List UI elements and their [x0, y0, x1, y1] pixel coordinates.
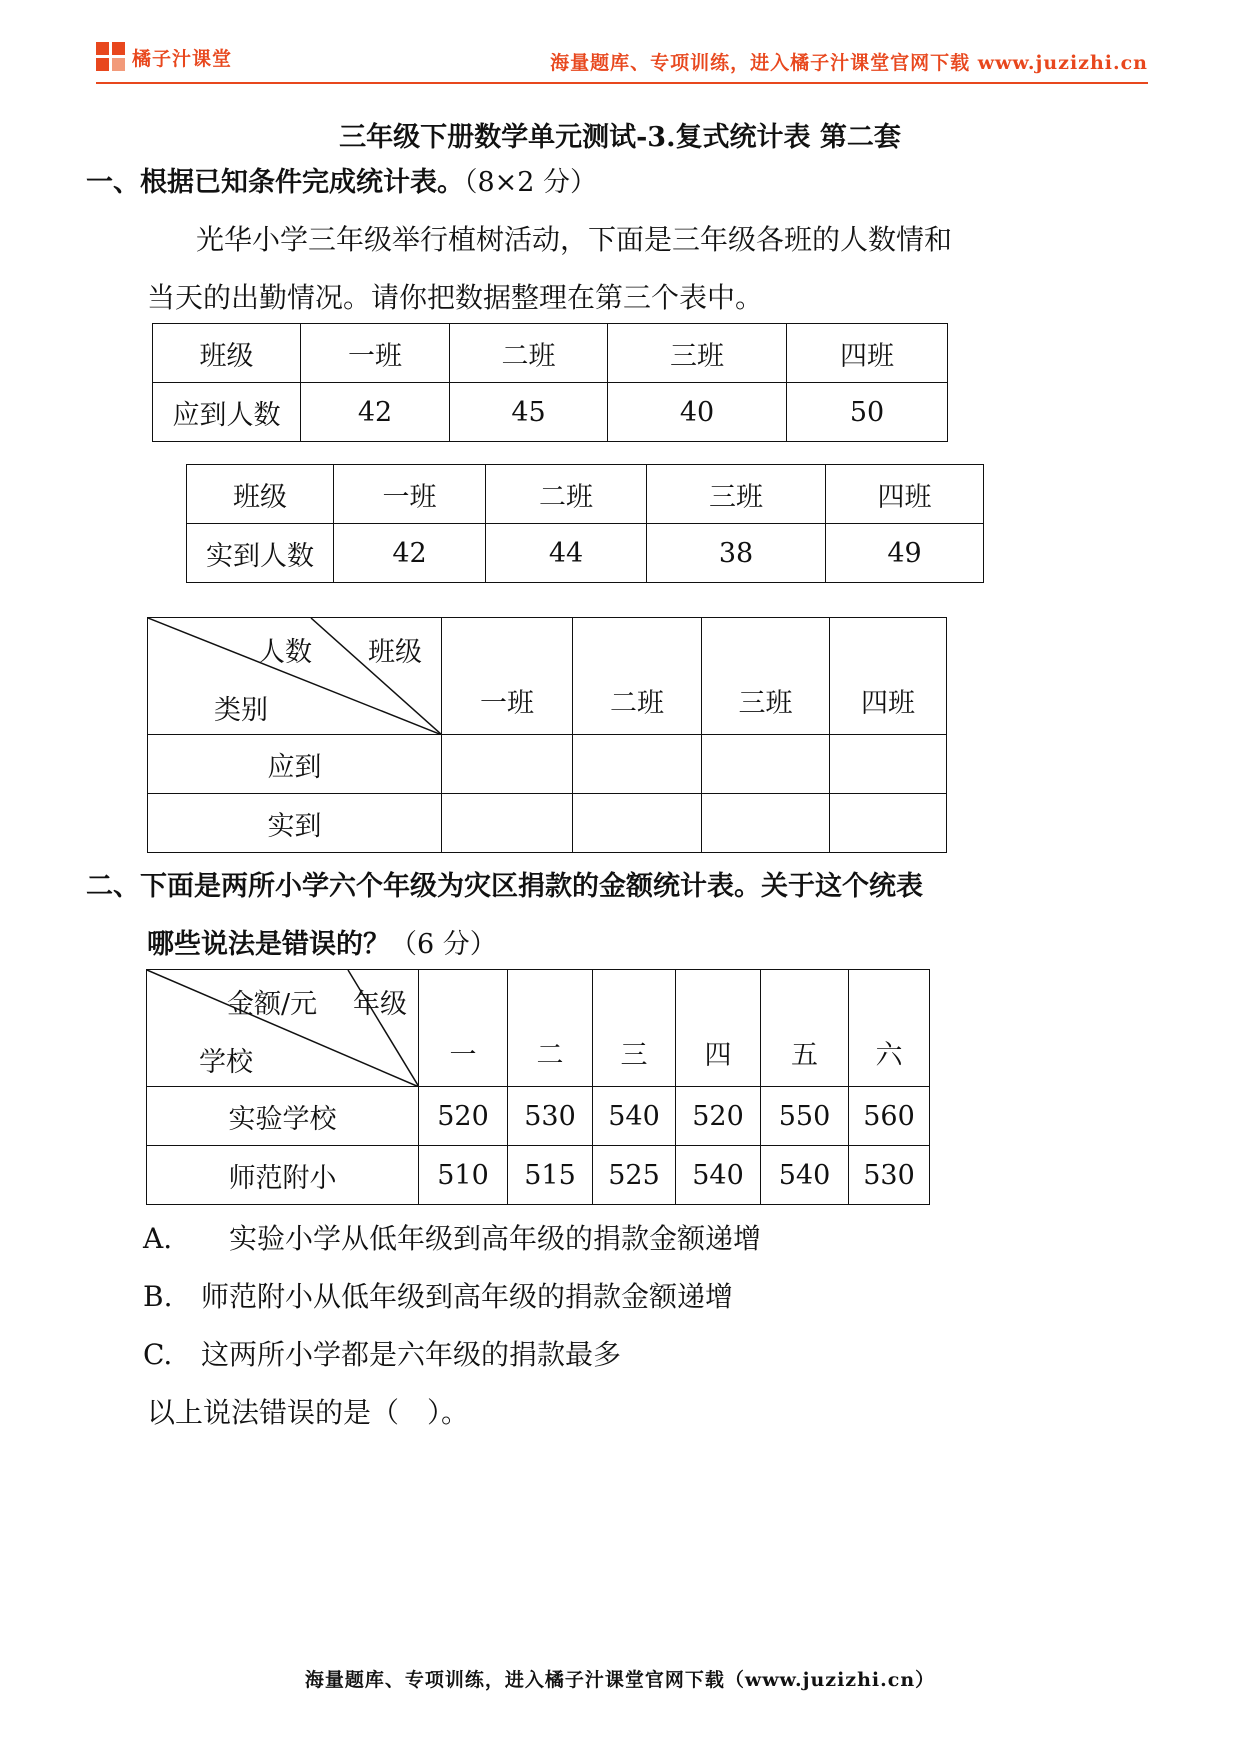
table-cell: 515 — [508, 1146, 593, 1205]
table-combined-attendance — [147, 617, 947, 853]
table-cell: 45 — [450, 383, 608, 442]
option-text: 这两所小学都是六年级的捐款最多 — [201, 1338, 622, 1371]
page-title: 三年级下册数学单元测试-3.复式统计表 第二套 — [339, 122, 901, 153]
table-cell: 40 — [608, 383, 787, 442]
diagonal-header-cell — [147, 970, 419, 1087]
table-row — [147, 1087, 930, 1146]
table-cell: 班级 — [153, 324, 301, 383]
table-cell: 应到人数 — [153, 383, 301, 442]
logo-text: 橘子汁课堂 — [132, 47, 233, 70]
table-cell: 540 — [676, 1146, 761, 1205]
table-cell: 三班 — [647, 465, 826, 524]
table-cell: 二班 — [450, 324, 608, 383]
table-cell: 49 — [826, 524, 984, 583]
question-prompt: 以上说法错误的是（ ）。 — [147, 1396, 470, 1429]
table-cell: 一 — [419, 970, 508, 1087]
section2-score: （6 分） — [390, 929, 497, 960]
section1-heading-text: 一、根据已知条件完成统计表。 — [86, 167, 464, 198]
table-cell: 四班 — [826, 465, 984, 524]
logo-icon — [96, 42, 126, 72]
section1-paragraph-line2: 当天的出勤情况。请你把数据整理在第三个表中。 — [147, 281, 764, 314]
answer-cell[interactable] — [702, 794, 830, 853]
table-cell: 四 — [676, 970, 761, 1087]
option-letter: B. — [143, 1280, 173, 1313]
table-cell: 三 — [593, 970, 676, 1087]
table-cell: 540 — [761, 1146, 849, 1205]
option-text: 实验小学从低年级到高年级的捐款金额递增 — [229, 1222, 762, 1255]
section2-heading-text: 哪些说法是错误的？ — [147, 929, 390, 960]
diag-label-category: 类别 — [214, 695, 268, 726]
table-row-label: 应到 — [148, 735, 442, 794]
page-footer: 海量题库、专项训练，进入橘子汁课堂官网下载（www.juzizhi.cn） — [304, 1669, 936, 1691]
diagonal-header-cell — [148, 618, 442, 735]
section1-heading — [86, 160, 597, 199]
table-cell: 二 — [508, 970, 593, 1087]
answer-cell[interactable] — [442, 735, 573, 794]
table-cell: 四班 — [830, 618, 947, 735]
table-cell: 50 — [787, 383, 948, 442]
answer-cell[interactable] — [702, 735, 830, 794]
diag-label-school: 学校 — [199, 1047, 253, 1078]
brand-logo — [96, 42, 232, 72]
table-cell: 三班 — [608, 324, 787, 383]
header-tagline: 海量题库、专项训练，进入橘子汁课堂官网下载 www.juzizhi.cn — [550, 52, 1148, 74]
diag-label-class: 班级 — [368, 637, 422, 668]
option-letter: A. — [143, 1222, 173, 1255]
answer-cell[interactable] — [573, 794, 702, 853]
table-cell: 五 — [761, 970, 849, 1087]
table-cell: 540 — [593, 1087, 676, 1146]
table-row — [147, 1146, 930, 1205]
table-cell: 525 — [593, 1146, 676, 1205]
table-row-label: 实到 — [148, 794, 442, 853]
answer-cell[interactable] — [830, 794, 947, 853]
table-cell: 四班 — [787, 324, 948, 383]
table-expected-attendance — [152, 323, 948, 442]
table-cell: 三班 — [702, 618, 830, 735]
table-cell: 42 — [301, 383, 450, 442]
option-letter: C. — [143, 1338, 173, 1371]
table-cell: 实到人数 — [187, 524, 334, 583]
table-cell: 38 — [647, 524, 826, 583]
section2-heading-line1: 二、下面是两所小学六个年级为灾区捐款的金额统计表。关于这个统表 — [86, 871, 923, 902]
table-cell: 520 — [676, 1087, 761, 1146]
section2-heading-line2 — [147, 922, 497, 961]
answer-cell[interactable] — [830, 735, 947, 794]
table-cell: 560 — [849, 1087, 930, 1146]
table-cell: 510 — [419, 1146, 508, 1205]
table-row-label: 实验学校 — [147, 1087, 419, 1146]
section1-score: （8×2 分） — [464, 167, 598, 198]
answer-cell[interactable] — [573, 735, 702, 794]
table-cell: 520 — [419, 1087, 508, 1146]
header-divider — [96, 82, 1148, 84]
table-cell: 二班 — [573, 618, 702, 735]
table-row-label: 师范附小 — [147, 1146, 419, 1205]
option-c — [143, 1333, 621, 1373]
table-cell: 一班 — [301, 324, 450, 383]
table-actual-attendance — [186, 464, 984, 583]
table-cell: 二班 — [486, 465, 647, 524]
table-donations — [146, 969, 930, 1205]
table-cell: 一班 — [334, 465, 486, 524]
table-cell: 530 — [849, 1146, 930, 1205]
table-cell: 550 — [761, 1087, 849, 1146]
table-cell: 42 — [334, 524, 486, 583]
table-cell: 一班 — [442, 618, 573, 735]
option-b — [143, 1275, 733, 1315]
table-cell: 44 — [486, 524, 647, 583]
option-text: 师范附小从低年级到高年级的捐款金额递增 — [201, 1280, 734, 1313]
table-cell: 班级 — [187, 465, 334, 524]
table-cell: 六 — [849, 970, 930, 1087]
section1-paragraph-line1: 光华小学三年级举行植树活动，下面是三年级各班的人数情和 — [196, 223, 953, 256]
diag-label-amount: 金额/元 — [227, 989, 318, 1020]
diag-label-count: 人数 — [258, 637, 312, 668]
table-cell: 530 — [508, 1087, 593, 1146]
diag-label-grade: 年级 — [353, 989, 407, 1020]
option-a — [143, 1217, 761, 1257]
answer-cell[interactable] — [442, 794, 573, 853]
